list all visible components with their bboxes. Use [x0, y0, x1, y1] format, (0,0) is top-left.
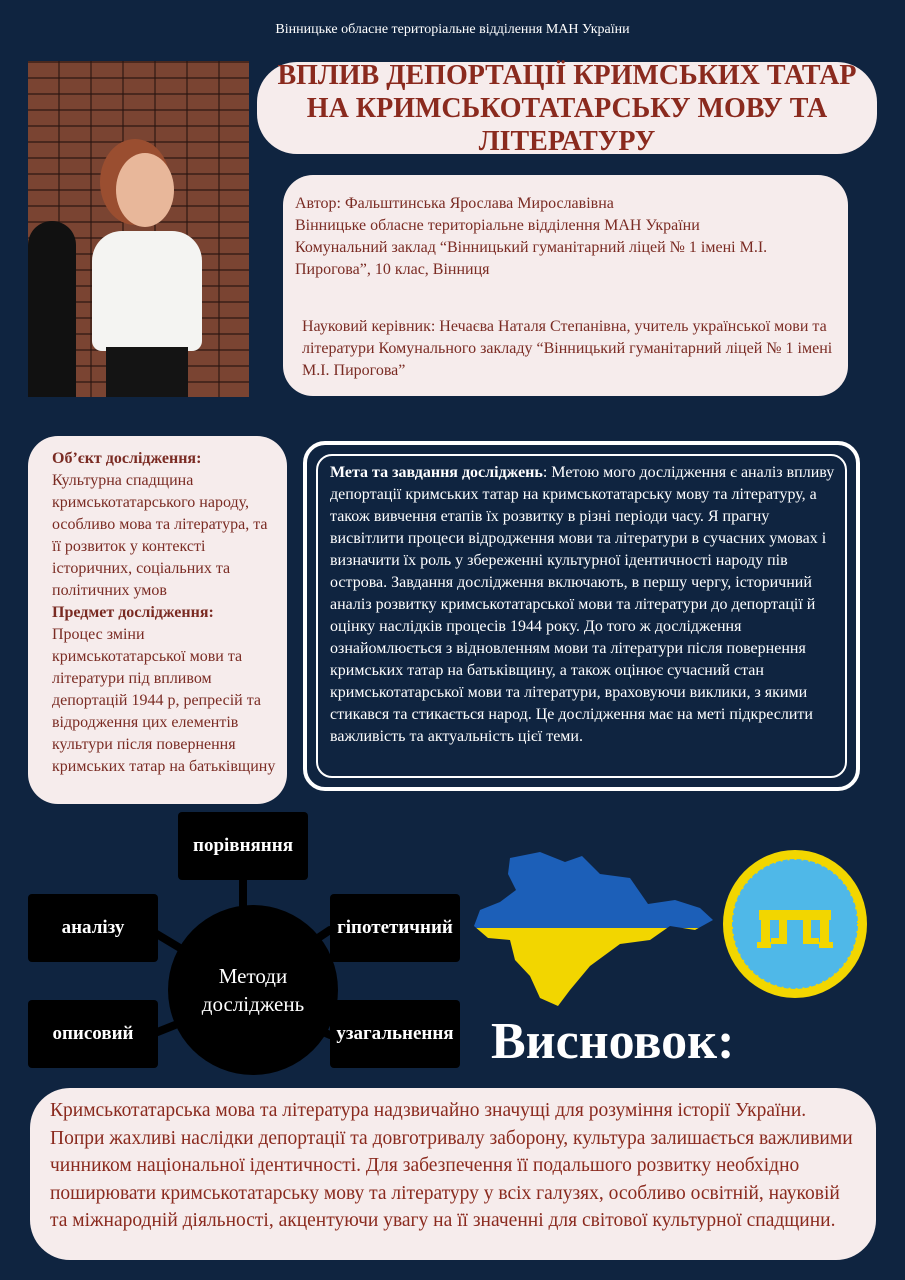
author-card [283, 175, 848, 396]
goal-label: Мета та завдання досліджень [330, 464, 543, 481]
methods-center-line1: Методи [218, 964, 288, 988]
goal-text: Метою мого дослідження є аналіз впливу депортації кримських татар на кримськотатарську мову та літературу, а також вивчення етапів їх розвитку в різні періоди часу. Я прагну висвітлити процеси відродження мови та літератури в сучасних умовах і визначити їх роль у збереженні культурної ідентичності народу пів острова. Завдання дослідження включають, в першу чергу, історичний аналіз розвитку кримськотатарської мови та літератури до депортації й оцінку наслідків процесів 1944 року. До того ж дослідження ознайомлюється з відновленням мови та літератури після повернення кримських татар на батьківщину, а також оцінює сучасний стан кримськотатарської мови та літератури, враховуючи виклики, з якими стикався та стикається народ. Це дослідження має на меті підкреслити важливість та актуальність цієї теми. [330, 464, 835, 745]
author-name: Автор: Фальштинська Ярослава Мирославівна [295, 195, 614, 212]
author-school: Комунальний заклад “Вінницький гуманітарний ліцей № 1 імені М.І. Пирогова”, 10 клас, Вінниця [295, 239, 768, 278]
header-organization: Вінницьке обласне територіальне відділення МАН України [275, 22, 630, 37]
conclusion-text: Кримськотатарська мова та література надзвичайно значущі для розуміння історії України. Попри жахливі наслідки депортації та довготривалу заборону, культура залишається важливими чинником національної ідентичності. Для забезпечення її подальшого розвитку необхідно поширювати кримськотатарську мову та літературу у всіх галузях, особливо освітній, науковій та міжнародній діяльності, акцентуючи увагу на її значенні для світової культурної спадщини. [50, 1100, 853, 1231]
method-descriptive: описовий [28, 1000, 158, 1068]
method-comparison: порівняння [178, 812, 308, 880]
conclusion-title: Висновок: [491, 1013, 735, 1070]
title-card [257, 59, 877, 157]
conclusion-card [30, 1088, 876, 1260]
methods-center [168, 905, 338, 1075]
goal-card [303, 441, 860, 791]
method-hypothetical: гіпотетичний [330, 894, 460, 962]
object-label: Об’єкт дослідження: [52, 450, 202, 467]
crimea-map-icon [470, 848, 715, 1008]
crimean-tatar-tamga-icon [721, 848, 869, 1000]
goal-colon: : [542, 464, 548, 481]
subject-label: Предмет дослідження: [52, 604, 214, 621]
goal-card-inner [316, 454, 847, 778]
author-photo [28, 61, 249, 397]
supervisor-info: Науковий керівник: Нечаєва Наталя Степанівна, учитель української мови та літератури Комунального закладу “Вінницький гуманітарний ліцей № 1 імені М.І. Пирогова” [302, 318, 833, 379]
methods-diagram [0, 800, 480, 1080]
method-analysis: аналізу [28, 894, 158, 962]
method-generalization: узагальнення [330, 1000, 460, 1068]
research-object-card [28, 436, 287, 804]
subject-text: Процес зміни кримськотатарської мови та літератури під впливом депортацій 1944 р, репресій та відродження цих елементів культури після повернення кримських татар на батьківщину [52, 626, 276, 775]
author-organization: Вінницьке обласне територіальне відділення МАН України [295, 217, 700, 234]
page-title: ВПЛИВ ДЕПОРТАЦІЇ КРИМСЬКИХ ТАТАР НА КРИМСЬКОТАТАРСЬКУ МОВУ ТА ЛІТЕРАТУРУ [277, 59, 857, 157]
object-text: Культурна спадщина кримськотатарського народу, особливо мова та література, та її розвиток у контексті історичних, соціальних та політичних умов [52, 472, 268, 599]
author-info [295, 193, 835, 281]
methods-center-line2: досліджень [201, 992, 305, 1016]
